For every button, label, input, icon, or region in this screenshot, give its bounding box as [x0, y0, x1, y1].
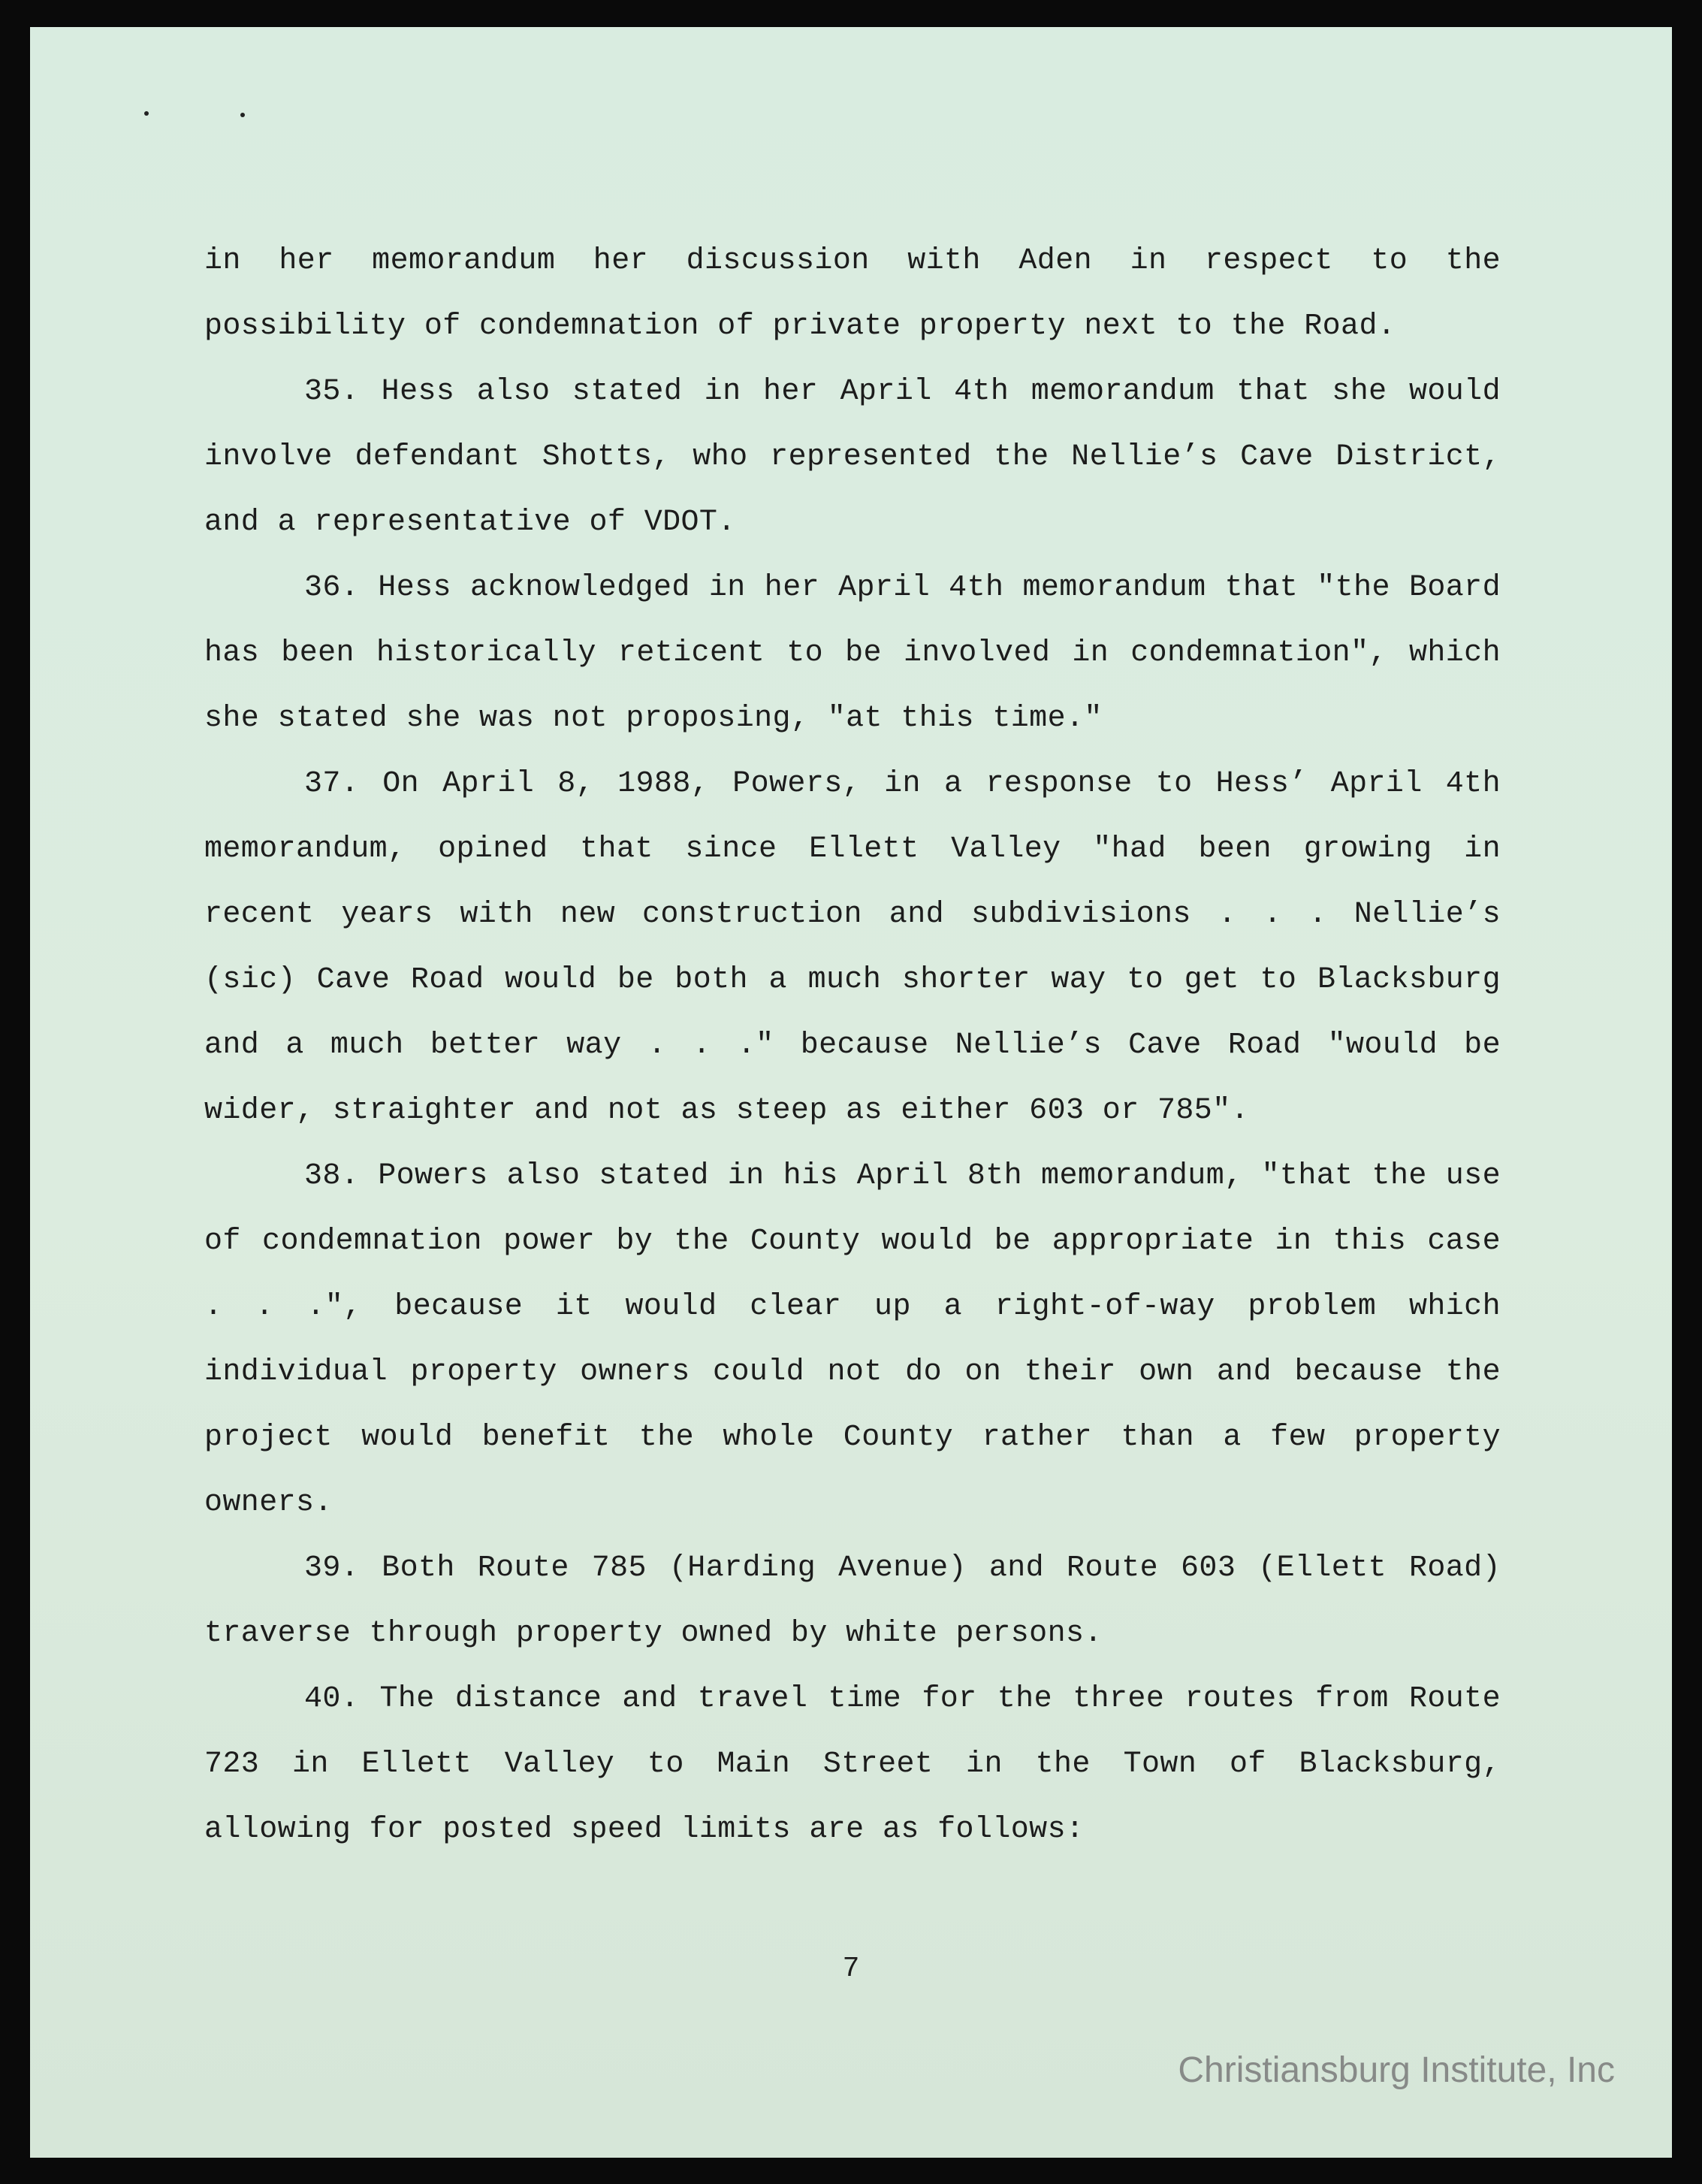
paragraph-35: 35. Hess also stated in her April 4th memorandum that she would involve defendant Shotts, who represented the Nellie’s Cave District, and a representative of VDOT. — [204, 375, 1501, 539]
paragraph-continuation: in her memorandum her discussion with Aden in respect to the possibility of condemnation of private property next to the Road. — [204, 244, 1501, 343]
paragraph-39: 39. Both Route 785 (Harding Avenue) and Route 603 (Ellett Road) traverse through property owned by white persons. — [204, 1551, 1501, 1651]
scan-speck — [144, 111, 149, 116]
paragraph-36: 36. Hess acknowledged in her April 4th memorandum that "the Board has been historically reticent to be involved in condemnation", which she stated she was not proposing, "at this time." — [204, 571, 1501, 736]
document-page — [30, 27, 1672, 2158]
paragraph-37: 37. On April 8, 1988, Powers, in a response to Hess’ April 4th memorandum, opined that since Ellett Valley "had been growing in recent years with new construction and subdivisions . . . Nellie’s (sic) Cave Road would be both a much shorter way to get to Blacksburg and a much better way . . ." because Nellie’s Cave Road "would be wider, straighter and not as steep as either 603 or 785". — [204, 767, 1501, 1128]
watermark-text: Christiansburg Institute, Inc — [1178, 2050, 1615, 2090]
page-number: 7 — [842, 1953, 860, 1985]
paragraph-38: 38. Powers also stated in his April 8th memorandum, "that the use of condemnation power by the County would be appropriate in this case . . .", because it would clear up a right-of-way problem which individual property owners could not do on their own and because the project would benefit the whole County rather than a few property owners. — [204, 1159, 1501, 1520]
scan-speck — [240, 113, 245, 117]
paragraph-40: 40. The distance and travel time for the three routes from Route 723 in Ellett Valley to Main Street in the Town of Blacksburg, allowing for posted speed limits are as follows: — [204, 1682, 1501, 1847]
document-body — [204, 228, 1501, 1862]
